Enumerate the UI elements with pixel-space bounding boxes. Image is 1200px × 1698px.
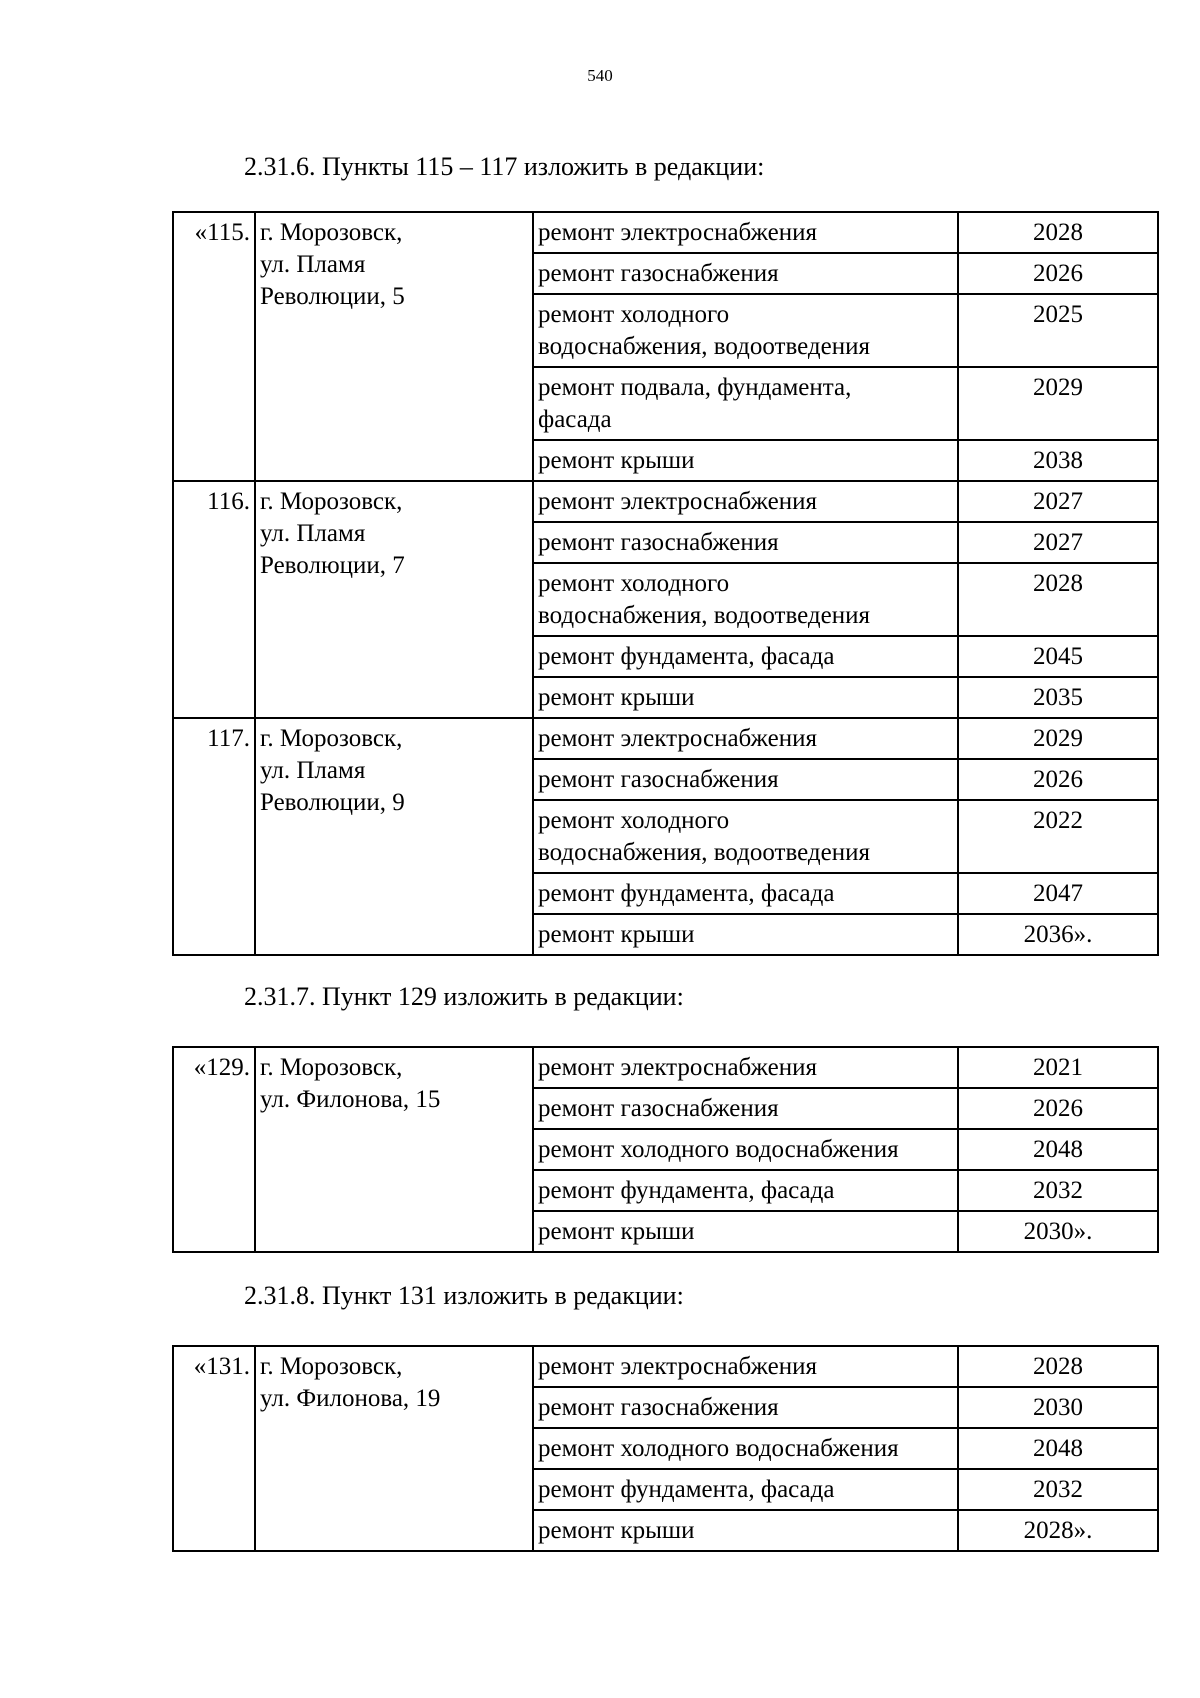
work-year: 2027 — [958, 522, 1158, 563]
table-row — [173, 481, 1158, 522]
work-type: ремонт газоснабжения — [533, 522, 958, 563]
work-year: 2030 — [958, 1387, 1158, 1428]
work-year: 2047 — [958, 873, 1158, 914]
work-type: ремонт подвала, фундамента, фасада — [533, 367, 958, 440]
work-type: ремонт фундамента, фасада — [533, 1170, 958, 1211]
work-type: ремонт электроснабжения — [533, 718, 958, 759]
item-address: г. Морозовск, ул. Пламя Революции, 5 — [255, 212, 533, 481]
table-row — [173, 718, 1158, 759]
work-year: 2025 — [958, 294, 1158, 367]
section-heading-2-31-8: 2.31.8. Пункт 131 изложить в редакции: — [244, 1281, 684, 1310]
table-row — [173, 1346, 1158, 1387]
item-address: г. Морозовск, ул. Пламя Революции, 9 — [255, 718, 533, 955]
work-year: 2032 — [958, 1469, 1158, 1510]
work-year: 2028 — [958, 1346, 1158, 1387]
work-type: ремонт крыши — [533, 677, 958, 718]
work-type: ремонт холодного водоснабжения — [533, 1129, 958, 1170]
work-type: ремонт холодного водоснабжения, водоотведения — [533, 800, 958, 873]
work-type: ремонт фундамента, фасада — [533, 1469, 958, 1510]
work-type: ремонт электроснабжения — [533, 212, 958, 253]
work-year: 2045 — [958, 636, 1158, 677]
work-year: 2021 — [958, 1047, 1158, 1088]
work-type: ремонт электроснабжения — [533, 1346, 958, 1387]
item-number: «129. — [173, 1047, 255, 1252]
work-year: 2029 — [958, 718, 1158, 759]
work-type: ремонт электроснабжения — [533, 481, 958, 522]
work-type: ремонт крыши — [533, 1211, 958, 1252]
item-number: 117. — [173, 718, 255, 955]
items-table-131 — [172, 1345, 1159, 1552]
work-type: ремонт холодного водоснабжения, водоотведения — [533, 294, 958, 367]
work-year: 2028 — [958, 563, 1158, 636]
work-type: ремонт холодного водоснабжения — [533, 1428, 958, 1469]
section-heading-2-31-6: 2.31.6. Пункты 115 – 117 изложить в редакции: — [244, 152, 765, 181]
items-table-115-117 — [172, 211, 1159, 956]
section-heading-2-31-7: 2.31.7. Пункт 129 изложить в редакции: — [244, 982, 684, 1011]
item-number: «131. — [173, 1346, 255, 1551]
work-type: ремонт фундамента, фасада — [533, 873, 958, 914]
work-year: 2022 — [958, 800, 1158, 873]
work-year: 2027 — [958, 481, 1158, 522]
work-type: ремонт крыши — [533, 1510, 958, 1551]
work-year: 2026 — [958, 759, 1158, 800]
work-year: 2048 — [958, 1428, 1158, 1469]
items-table-129 — [172, 1046, 1159, 1253]
work-year: 2026 — [958, 1088, 1158, 1129]
work-type: ремонт холодного водоснабжения, водоотведения — [533, 563, 958, 636]
work-type: ремонт фундамента, фасада — [533, 636, 958, 677]
item-address: г. Морозовск, ул. Филонова, 15 — [255, 1047, 533, 1252]
table-row — [173, 212, 1158, 253]
work-type: ремонт электроснабжения — [533, 1047, 958, 1088]
work-year: 2026 — [958, 253, 1158, 294]
work-year: 2035 — [958, 677, 1158, 718]
work-year: 2048 — [958, 1129, 1158, 1170]
work-type: ремонт крыши — [533, 440, 958, 481]
page-number: 540 — [587, 66, 613, 85]
work-type: ремонт газоснабжения — [533, 253, 958, 294]
work-type: ремонт газоснабжения — [533, 759, 958, 800]
work-year: 2036». — [958, 914, 1158, 955]
work-year: 2029 — [958, 367, 1158, 440]
work-type: ремонт газоснабжения — [533, 1088, 958, 1129]
work-type: ремонт газоснабжения — [533, 1387, 958, 1428]
work-year: 2028». — [958, 1510, 1158, 1551]
table-row — [173, 1047, 1158, 1088]
item-address: г. Морозовск, ул. Филонова, 19 — [255, 1346, 533, 1551]
work-year: 2030». — [958, 1211, 1158, 1252]
work-year: 2038 — [958, 440, 1158, 481]
work-year: 2028 — [958, 212, 1158, 253]
work-type: ремонт крыши — [533, 914, 958, 955]
item-number: «115. — [173, 212, 255, 481]
item-number: 116. — [173, 481, 255, 718]
item-address: г. Морозовск, ул. Пламя Революции, 7 — [255, 481, 533, 718]
work-year: 2032 — [958, 1170, 1158, 1211]
